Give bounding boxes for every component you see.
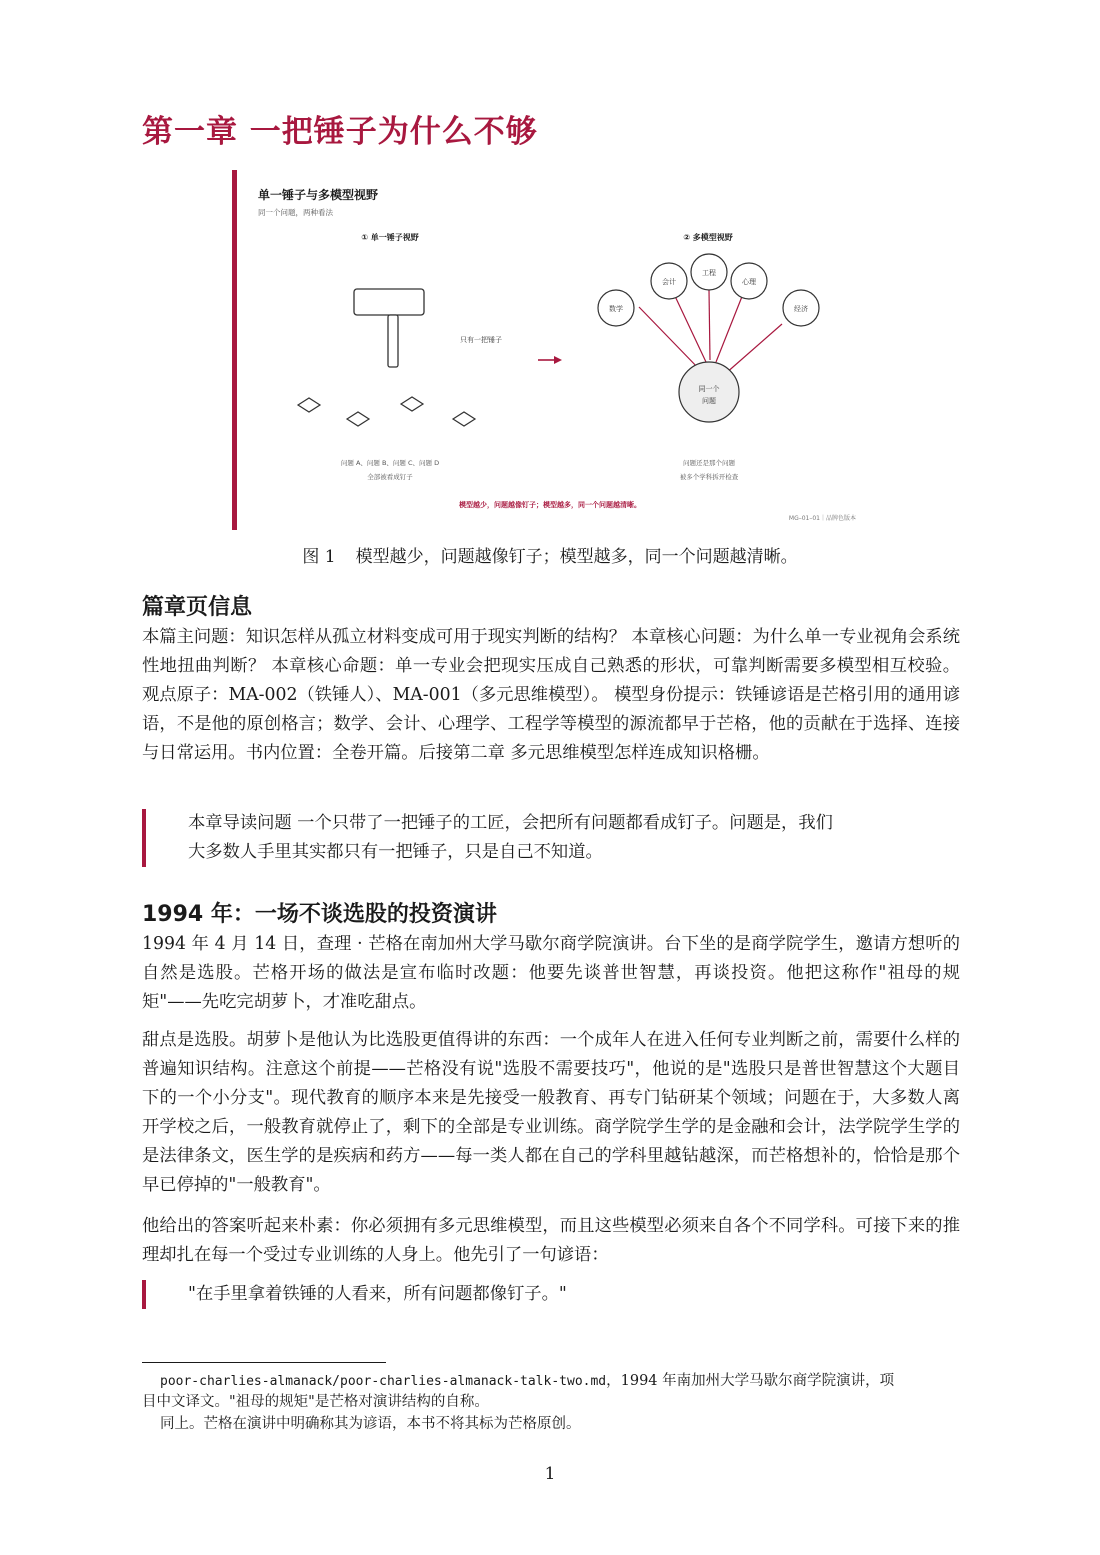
footnote-text: 目中文译文。"祖母的规矩"是芒格对演讲结构的自称。 — [142, 1394, 489, 1410]
model-label: 数学 — [609, 305, 623, 313]
figure-caption-text: 模型越少，问题越像钉子；模型越多，同一个问题越清晰。 — [355, 547, 798, 567]
quote-line: 大多数人手里其实都只有一把锤子，只是自己不知道。 — [188, 842, 603, 862]
model-node-engineering — [691, 254, 727, 290]
footnote-rule — [142, 1362, 386, 1363]
section-heading: 1994 年：一场不谈选股的投资演讲 — [142, 902, 497, 927]
quote-line: 本章导读问题 一个只带了一把锤子的工匠，会把所有问题都看成钉子。问题是，我们 — [188, 813, 833, 833]
model-node-math — [598, 290, 634, 326]
center-label-line2: 问题 — [702, 397, 716, 405]
quote-line: "在手里拿着铁锤的人看来，所有问题都像钉子。" — [188, 1284, 567, 1304]
body-paragraph: 他给出的答案听起来朴素：你必须拥有多元思维模型，而且这些模型必须来自各个不同学科。可接下来的推理却扎在每一个受过专业训练的人身上。他先引了一句谚语： — [142, 1216, 960, 1265]
center-problem-node — [679, 362, 739, 422]
model-node-economics — [783, 290, 819, 326]
model-label: 会计 — [662, 278, 676, 286]
figure — [232, 170, 868, 530]
body-paragraph: 甜点是选股。胡萝卜是他认为比选股更值得讲的东西：一个成年人在进入任何专业判断之前，需要什么样的普遍知识结构。注意这个前提——芒格没有说"选股不需要技巧"，他说的是"选股只是普世智慧这个大题目下的一个小分支"。现代教育的顺序本来是先接受一般教育、再专门钻研某个领域；问题在于，大多数人离开学校之后，一般教育就停止了，剩下的全部是专业训练。商学院学生学的是金融和会计，法学院学生学的是法律条文，医生学的是疾病和药方——每一类人都在自己的学科里越钻越深，而芒格想补的，恰恰是那个早已停掉的"一般教育"。 — [142, 1030, 960, 1195]
nail-icon — [453, 412, 475, 426]
left-panel-heading: ① 单一锤子视野 — [361, 233, 419, 242]
figure-subtitle: 同一个问题，两种看法 — [258, 208, 333, 217]
proverb-quote — [142, 1280, 960, 1309]
right-caption-line2: 被多个学科拆开检查 — [679, 473, 739, 481]
left-caption-line2: 全部被看成钉子 — [367, 473, 413, 481]
footnote-source-path: poor-charlies-almanack/poor-charlies-almanack-talk-two.md — [160, 1374, 607, 1389]
arrow-right-icon — [538, 356, 562, 364]
model-label: 心理 — [742, 278, 756, 286]
nail-icon — [298, 398, 320, 412]
model-label: 工程 — [702, 269, 716, 277]
chapter-info-paragraph: 本篇主问题：知识怎样从孤立材料变成可用于现实判断的结构？ 本章核心问题：为什么单一专业视角会系统性地扭曲判断？ 本章核心命题：单一专业会把现实压成自己熟悉的形状，可靠判断需要多模型相互校验。 观点原子：MA-002（铁锤人）、MA-001（多元思维模型）。 模型身份提示：铁锤谚语是芒格引用的通用谚语，不是他的原创格言；数学、会计、心理学、工程学等模型的源流都早于芒格，他的贡献在于选择、连接与日常运用。书内位置：全卷开篇。后接第二章 多元思维模型怎样连成知识格栅。 — [142, 627, 960, 763]
figure-diagram — [232, 170, 868, 530]
model-connectors — [639, 290, 782, 374]
left-caption-line1: 问题 A、问题 B、问题 C、问题 D — [340, 459, 440, 467]
footnote-text: ，1994 年南加州大学马歇尔商学院演讲，项 — [606, 1373, 895, 1389]
page-number: 1 — [544, 1464, 556, 1484]
figure-caption — [0, 542, 1100, 567]
chapter-title: 第一章 一把锤子为什么不够 — [142, 114, 538, 150]
nail-diamonds — [298, 397, 475, 426]
body-paragraph: 1994 年 4 月 14 日，查理 · 芒格在南加州大学马歇尔商学院演讲。台下坐的是商学院学生，邀请方想听的自然是选股。芒格开场的做法是宣布临时改题：他要先谈普世智慧，再谈投资。他把这称作"祖母的规矩"——先吃完胡萝卜，才准吃甜点。 — [142, 934, 960, 1012]
model-node-psychology — [731, 263, 767, 299]
section-heading: 篇章页信息 — [142, 595, 253, 620]
model-label: 经济 — [794, 305, 808, 313]
footnote-2 — [142, 1414, 960, 1435]
nail-icon — [401, 397, 423, 411]
figure-title: 单一锤子与多模型视野 — [258, 188, 379, 202]
guide-question-quote — [142, 809, 960, 867]
figure-caption-number: 图 1 — [302, 547, 336, 567]
hammer-icon — [354, 289, 424, 367]
right-panel-heading: ② 多模型视野 — [683, 233, 733, 242]
model-node-accounting — [651, 263, 687, 299]
figure-code: MG–01–01｜品牌色版本 — [788, 515, 856, 522]
footnote-1 — [142, 1371, 960, 1413]
hammer-label: 只有一把锤子 — [460, 336, 502, 344]
right-caption-line1: 问题还是那个问题 — [683, 459, 735, 467]
center-label-line1: 同一个 — [698, 385, 720, 393]
nail-icon — [347, 412, 369, 426]
figure-takeaway: 模型越少，问题越像钉子；模型越多，同一个问题越清晰。 — [459, 501, 641, 509]
footnote-text: 同上。芒格在演讲中明确称其为谚语，本书不将其标为芒格原创。 — [160, 1416, 581, 1432]
